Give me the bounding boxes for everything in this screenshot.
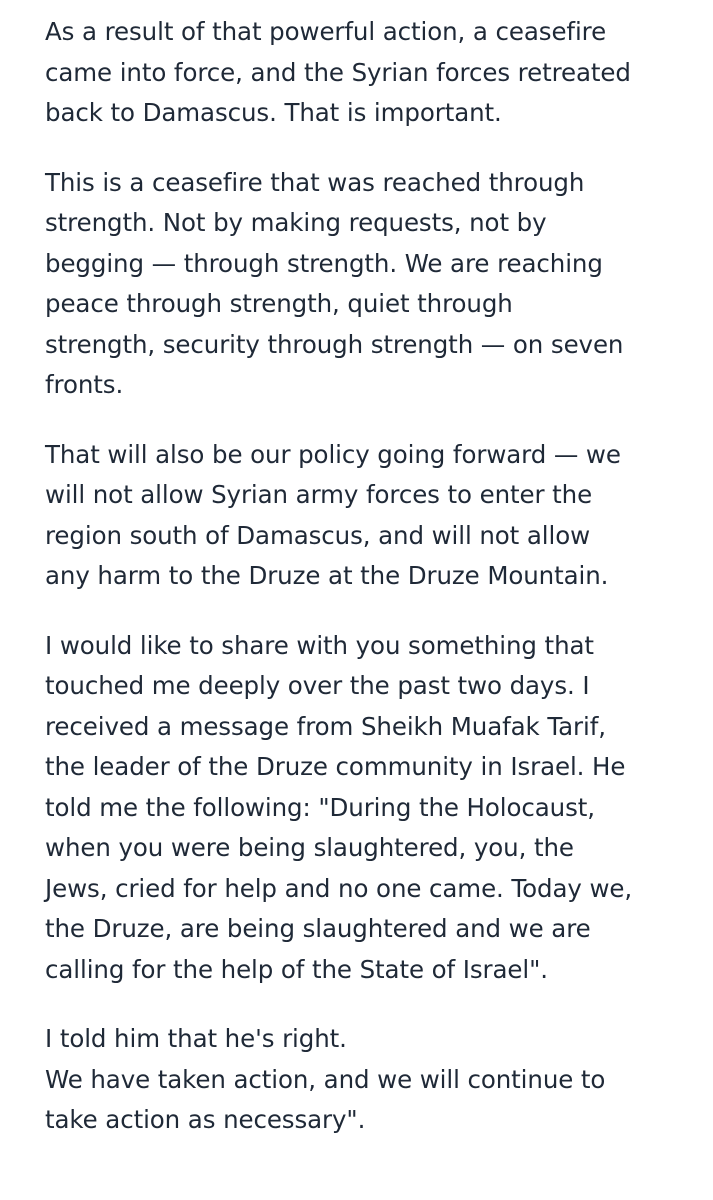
text-line: fronts.	[45, 370, 124, 399]
paragraph-ceasefire-result	[45, 12, 673, 134]
text-line: region south of Damascus, and will not allow	[45, 520, 591, 550]
text-line: As a result of that powerful action, a ceasefire	[45, 17, 607, 46]
text-line: take action as necessary".	[45, 1105, 366, 1134]
text-line: strength. Not by making requests, not by	[45, 208, 547, 237]
text-line: peace through strength, quiet through	[45, 289, 513, 318]
text-line: received a message from Sheikh Muafak Tarif,	[45, 711, 606, 741]
text-line: I told him that he's right.	[45, 1024, 347, 1053]
paragraph-closing	[45, 1019, 673, 1141]
paragraph-through-strength	[45, 163, 673, 406]
text-line: told me the following: "During the Holocaust,	[45, 792, 595, 822]
text-line: any harm to the Druze at the Druze Mountain.	[45, 561, 609, 590]
text-line: I would like to share with you something that	[45, 630, 594, 660]
text-line: strength, security through strength — on seven	[45, 329, 624, 359]
text-line: We have taken action, and we will continue to	[45, 1064, 606, 1094]
paragraph-policy	[45, 435, 673, 597]
text-line: came into force, and the Syrian forces retreated	[45, 57, 631, 87]
text-line: calling for the help of the State of Israel".	[45, 954, 548, 984]
paragraph-druze-message	[45, 626, 673, 991]
text-line: That will also be our policy going forward — we	[45, 439, 621, 469]
text-line: the leader of the Druze community in Israel. He	[45, 752, 626, 781]
text-line: when you were being slaughtered, you, the	[45, 833, 574, 862]
text-line: back to Damascus. That is important.	[45, 98, 502, 127]
text-line: Jews, cried for help and no one came. Today we,	[45, 873, 633, 903]
text-line: will not allow Syrian army forces to enter the	[45, 480, 593, 509]
text-line: touched me deeply over the past two days. I	[45, 671, 590, 700]
text-line: the Druze, are being slaughtered and we are	[45, 914, 591, 943]
text-line: begging — through strength. We are reaching	[45, 248, 603, 278]
text-line: This is a ceasefire that was reached through	[45, 167, 585, 197]
